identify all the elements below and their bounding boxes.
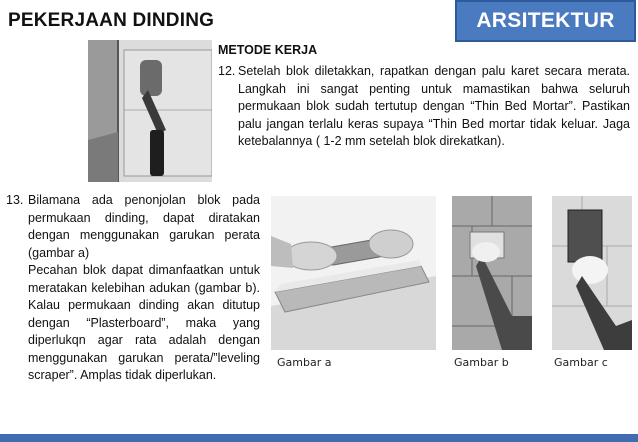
photo-gambar-b	[452, 196, 532, 350]
step-12	[218, 63, 630, 151]
photo-gambar-a	[271, 196, 436, 350]
step-13-paragraph-1: Bilamana ada penonjolan blok pada permukaan dinding, dapat diratakan dengan menggunakan garukan perata (gambar a)	[28, 193, 260, 260]
caption-gambar-b: Gambar b	[454, 356, 509, 369]
category-badge: ARSITEKTUR	[455, 0, 636, 42]
step-12-number: 12.	[218, 64, 236, 78]
caption-gambar-a: Gambar a	[277, 356, 332, 369]
step-13-paragraph-2: Pecahan blok dapat dimanfaatkan untuk meratakan kelebihan adukan (gambar b). Kalau permukaan dinding akan ditutup dengan “Plasterboard”, maka yang diperlukqn agar rata adalah dengan menggunakan garukan perata/”leveling scraper”. Amplas tidak diperlukan.	[28, 263, 260, 382]
photo-rubber-mallet	[88, 40, 212, 182]
photo-gambar-c	[552, 196, 632, 350]
step-13-number: 13.	[6, 193, 24, 207]
caption-gambar-c: Gambar c	[554, 356, 608, 369]
step-13	[6, 192, 260, 385]
page-title: PEKERJAAN DINDING	[8, 10, 215, 31]
section-title: METODE KERJA	[218, 43, 318, 57]
bottom-bar	[0, 434, 638, 442]
step-12-text: Setelah blok diletakkan, rapatkan dengan palu karet secara merata. Langkah ini sangat penting untuk mamastikan bahwa seluruh permukaan blok sudah tertutup dengan “Thin Bed Mortar”. Pastikan palu jangan terlalu keras supaya “Thin Bed mortar tidak keluar. Jaga ketebalannya ( 1-2 mm setelah blok direkatkan).	[238, 64, 630, 148]
